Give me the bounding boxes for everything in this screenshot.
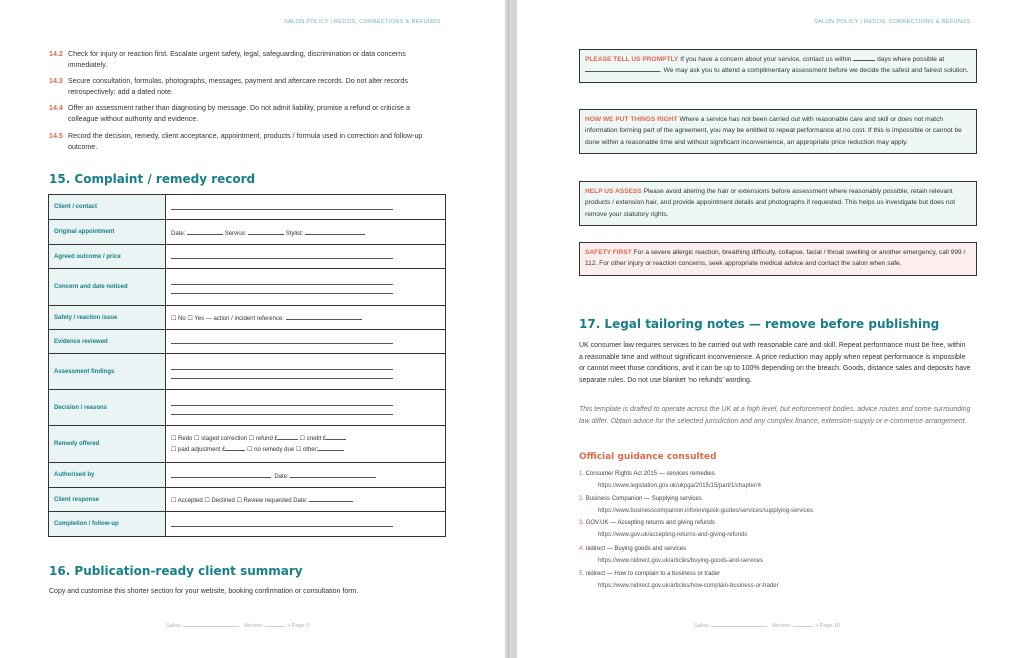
section-17-heading: 17. Legal tailoring notes — remove before publishing: [579, 317, 940, 331]
list-item: [49, 49, 439, 70]
section-15-heading: 15. Complaint / remedy record: [49, 172, 256, 186]
source-number: 3.: [579, 520, 585, 526]
page-number: • Page 10: [816, 623, 841, 629]
source-link[interactable]: https://www.gov.uk/accepting-returns-and-giving-refunds: [598, 531, 748, 538]
section-16-heading: 16. Publication-ready client summary: [49, 564, 303, 578]
page-number: • Page 9: [288, 623, 310, 629]
document-page-9: [0, 0, 505, 658]
item-number: 14.3: [49, 77, 63, 85]
source-number: 2.: [579, 496, 585, 502]
box-heading: SAFETY FIRST: [585, 249, 632, 256]
source-link[interactable]: https://www.businesscompanion.info/en/quick-guides/services/supplying-services: [598, 507, 814, 514]
page-footer: [166, 622, 309, 629]
footer-label: Salon:: [166, 623, 182, 629]
write-in-field[interactable]: [166, 245, 446, 269]
source-number: 5.: [579, 571, 585, 577]
list-item: [49, 76, 439, 97]
row-label: Concern and date noticed: [49, 269, 166, 306]
item-text: Offer an assessment rather than diagnosing by message. Do not admit liability, promise a refund or criticise a colleague without authority and evidence.: [68, 104, 410, 123]
write-in-field[interactable]: [166, 330, 446, 354]
item-number: 14.2: [49, 50, 63, 58]
table-row: [49, 269, 446, 306]
row-label: Evidence reviewed: [49, 330, 166, 354]
box-heading: HOW WE PUT THINGS RIGHT: [585, 116, 678, 123]
source-link[interactable]: https://www.nidirect.gov.uk/articles/how-complain-business-or-trader: [598, 582, 779, 589]
item-text: Check for injury or reaction first. Escalate urgent safety, legal, safeguarding, discrimination or data concerns immediately.: [68, 50, 406, 69]
source-item: [579, 494, 979, 517]
source-title: nidirect — Buying goods and services: [585, 546, 687, 552]
table-row: [49, 195, 446, 220]
item-text: Secure consultation, formulas, photographs, messages, payment and aftercare records. Do not alter records retrospectively; add a dated note.: [68, 77, 408, 96]
field-label: Date:: [274, 473, 289, 480]
row-label: Decision / reasons: [49, 390, 166, 426]
box-heading: HELP US ASSESS: [585, 188, 642, 195]
table-row: [49, 330, 446, 354]
running-header: SALON POLICY | REDOS, CORRECTIONS & REFUNDS: [814, 19, 971, 25]
table-row: [49, 220, 446, 245]
checkbox-options: ☐ no remedy due ☐ other:: [247, 447, 319, 453]
section-17-body: UK consumer law requires services to be carried out with reasonable care and skill. Repeat performance must be free, within a reasonable time and without significant inconvenience. A price reduction may apply when repeat performance is impossible or cannot meet those conditions, and it can be up to 100% depending on the breach. Goods, distance sales and deposits have separate rules. Do not use blanket ‘no refunds’ wording.: [579, 342, 971, 384]
item-number: 14.4: [49, 104, 63, 112]
row-label: Remedy offered: [49, 426, 166, 463]
table-row: [49, 488, 446, 512]
safety-notice-box: [579, 242, 977, 276]
complaint-record-table: [48, 194, 446, 537]
source-number: 1.: [579, 471, 585, 477]
checkbox-options: ☐ credit £: [299, 436, 327, 442]
section-16-text: Copy and customise this shorter section for your website, booking confirmation or consultation form.: [49, 588, 359, 595]
row-label: Original appointment: [49, 220, 166, 245]
source-title: Business Companion — Supplying services: [585, 496, 702, 502]
list-item: [49, 103, 439, 124]
source-title: GOV.UK — Accepting returns and giving refunds: [585, 520, 715, 526]
field-label: Stylist:: [285, 230, 304, 237]
row-label: Safety / reaction issue: [49, 306, 166, 330]
client-notice-box: [579, 181, 977, 226]
row-label: Client / contact: [49, 195, 166, 220]
write-in-field[interactable]: [166, 512, 446, 537]
box-text: days where possible at: [877, 56, 945, 63]
source-item: [579, 544, 979, 567]
item-text: Record the decision, remedy, client acceptance, appointment, products / formula used in correction and follow-up outcome.: [68, 132, 423, 151]
checkbox-options: ☐ No ☐ Yes — action / incident reference:: [171, 316, 284, 322]
table-row: [49, 512, 446, 537]
checkbox-options: ☐ Redo ☐ staged correction ☐ refund £: [171, 436, 278, 442]
source-item: [579, 569, 979, 592]
box-heading: PLEASE TELL US PROMPTLY: [585, 56, 679, 63]
source-title: nidirect — How to complain to a business or trader: [585, 571, 721, 577]
source-item: [579, 469, 979, 492]
table-row: [49, 426, 446, 463]
write-in-field[interactable]: [166, 426, 446, 463]
box-text: For a severe allergic reaction, breathing difficulty, collapse, facial / throat swelling or another emergency, call 999 / 112. For other injury or reaction concerns, seek appropriate medical advice and contact the salon when safe.: [585, 249, 966, 268]
source-link[interactable]: https://www.legislation.gov.uk/ukpga/2015/15/part/1/chapter/4: [598, 482, 761, 489]
row-label: Assessment findings: [49, 354, 166, 390]
client-notice-box: [579, 49, 977, 83]
table-row: [49, 354, 446, 390]
field-label: Date:: [171, 230, 186, 237]
checkbox-options: ☐ paid adjustment £: [171, 447, 226, 453]
box-text: . We may ask you to attend a complimentary assessment before we decide the safest and fairest solution.: [660, 67, 969, 75]
table-row: [49, 463, 446, 488]
checkbox-options: ☐ Accepted ☐ Declined ☐ Review requested Date:: [171, 498, 308, 504]
write-in-field[interactable]: [166, 354, 446, 390]
list-item: [49, 131, 439, 152]
box-text: If you have a concern about your service, contact us within: [680, 56, 852, 63]
table-row: [49, 306, 446, 330]
write-in-field[interactable]: [166, 269, 446, 306]
running-header: SALON POLICY | REDOS, CORRECTIONS & REFUNDS: [284, 19, 441, 25]
page-separator: [508, 0, 509, 658]
write-in-field[interactable]: [166, 306, 446, 330]
write-in-field[interactable]: [166, 390, 446, 426]
source-title: Consumer Rights Act 2015 — services remedies: [585, 471, 715, 477]
row-label: Completion / follow-up: [49, 512, 166, 537]
guidance-heading: Official guidance consulted: [579, 452, 717, 462]
section-17-note: This template is drafted to operate across the UK at a high level, but enforcement bodies, advice routes and some surrounding law differ. Obtain advice for the selected jurisdiction and any complex finance, extension-supply or e-commerce arrangement.: [579, 406, 971, 425]
write-in-field[interactable]: [166, 195, 446, 220]
client-notice-box: [579, 109, 977, 154]
box-text: Where a service has not been carried out with reasonable care and skill or does not match information forming part of the agreement, you may be entitled to repeat performance at no cost. If this is impossible or cannot be done within a reasonable time and without significant inconvenience, an appropriate price reduction may apply.: [585, 116, 962, 146]
source-item: [579, 518, 979, 541]
row-label: Client response: [49, 488, 166, 512]
footer-label: Version:: [243, 623, 264, 629]
table-row: [49, 245, 446, 269]
write-in-field[interactable]: [166, 220, 446, 245]
footer-label: Salon:: [694, 623, 710, 629]
write-in-field[interactable]: [166, 488, 446, 512]
write-in-field[interactable]: [166, 463, 446, 488]
field-label: Service:: [224, 230, 247, 237]
row-label: Authorised by: [49, 463, 166, 488]
footer-label: Version:: [771, 623, 792, 629]
row-label: Agreed outcome / price: [49, 245, 166, 269]
box-text: Please avoid altering the hair or extensions before assessment where reasonably possible, retain relevant products / extension hair, and provide appointment details and photographs if requested. This helps us investigate but does not remove your statutory rights.: [585, 188, 956, 218]
source-link[interactable]: https://www.nidirect.gov.uk/articles/buying-goods-and-services: [598, 557, 763, 564]
item-number: 14.5: [49, 132, 63, 140]
page-footer: [694, 622, 840, 629]
table-row: [49, 390, 446, 426]
source-number: 4.: [579, 546, 585, 552]
